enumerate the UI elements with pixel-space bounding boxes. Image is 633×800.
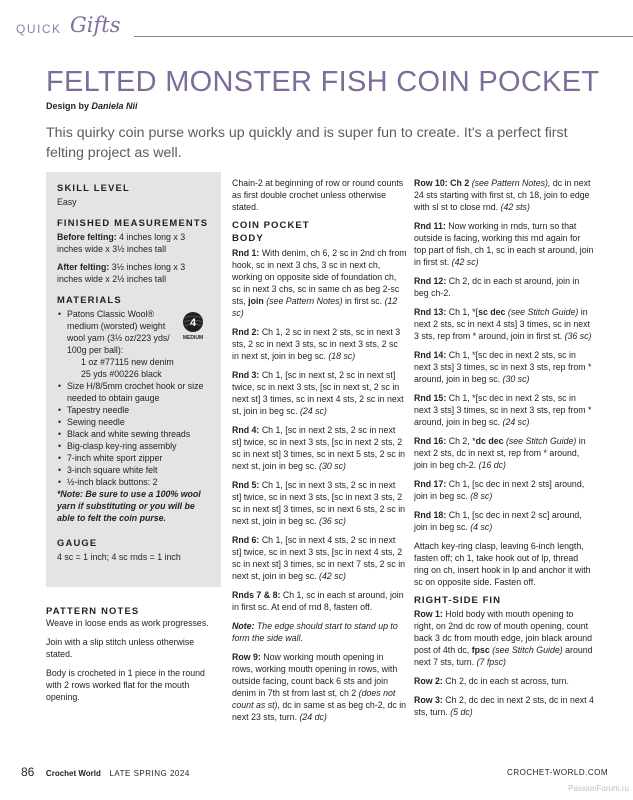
yarn-weight-icon [180,311,206,341]
byline-prefix: Design by [46,101,92,111]
finished-heading: FINISHED MEASUREMENTS [57,217,209,228]
material-item: • ½-inch black buttons: 2 [57,476,211,488]
round-11: Rnd 11: Now working in rnds, turn so that outside is facing, working this rnd again for top part of fish, ch 1, sc in each st around, join in first st. (42 sc) [414,221,594,267]
pattern-note: Weave in loose ends as work progresses. [46,618,209,628]
sidebar-box [46,172,221,587]
section-label: QUICK [16,22,62,36]
rounds-7-8: Rnds 7 & 8: Ch 1, sc in each st around, join in first sc. At end of rnd 8, fasten off. [232,590,404,612]
materials-heading: MATERIALS [57,294,122,305]
pattern-notes-heading: PATTERN NOTES [46,605,140,616]
material-item: • Patons Classic Wool® medium (worsted) weight wool yarn (3½ oz/223 yds/ 100g per ball): 1 oz #77115 new denim 25 yds #00226 black [57,308,211,380]
after-felting: After felting: 3½ inches long x 3 inches wide x 2½ inches tall [57,262,186,284]
yarn-color: 1 oz #77115 new denim [81,357,174,367]
round-18: Rnd 18: Ch 1, [sc dec in next 2 sc] around, join in beg sc. (4 sc) [414,510,582,532]
round-16: Rnd 16: Ch 2, *dc dec (see Stitch Guide) in next 2 sts, dc in next st, rep from * around, join in beg ch-2. (16 dc) [414,436,586,470]
fin-row-2: Row 2: Ch 2, dc in each st across, turn. [414,676,569,686]
yarn-weight-label: MEDIUM [182,335,204,341]
pattern-note: Join with a slip stitch unless otherwise stated. [46,637,195,659]
round-12: Rnd 12: Ch 2, dc in each st around, join in beg ch-2. [414,276,580,298]
round-6: Rnd 6: Ch 1, [sc in next 4 sts, 2 sc in next st] twice, sc in next 3 sts, [sc in next 4 sts, 2 sc in next st] 3 times, sc in next 7 sts, 2 sc in next st, join in beg sc. (42 sc) [232,535,406,581]
material-item: • Big-clasp key-ring assembly [57,440,211,452]
pattern-notes [46,617,221,710]
round-3: Rnd 3: Ch 1, [sc in next st, 2 sc in next st] twice, sc in next 3 sts, [sc in next st, 2 sc in next st] 3 times, sc in next 4 sts, 2 sc in next st, join in beg sc. (24 sc) [232,370,404,416]
section-script-label: Gifts [70,13,121,37]
instructions-column-2 [232,177,407,730]
round-5: Rnd 5: Ch 1, [sc in next 3 sts, 2 sc in next st] twice, sc in next 3 sts, [sc in next 3 sts, 2 sc in next st] 3 times, sc in next 6 sts, 2 sc in next st, join in beg sc. (36 sc) [232,480,406,526]
attach-instructions: Attach key-ring clasp, leaving 6-inch length, fasten off; ch 1, take hook out of lp, thread ring on ch, insert hook in lp and anchor it with sc on opposite side. Fasten off. [414,541,591,587]
pattern-note: Body is crocheted in 1 piece in the round with 2 rows worked flat for the mouth opening. [46,668,205,702]
right-side-fin-heading: RIGHT-SIDE FIN [414,595,502,606]
round-4: Rnd 4: Ch 1, [sc in next 2 sts, 2 sc in next st] twice, sc in next 3 sts, [sc in next 2 sts, 2 sc in next st] 3 times, sc in next 5 sts, 2 sc in next st, join in beg sc. (30 sc) [232,425,406,471]
material-item: • Black and white sewing threads [57,428,211,440]
skill-heading: SKILL LEVEL [57,182,130,193]
yarn-color: 25 yds #00226 black [81,369,162,379]
header-rule [134,36,633,37]
intro-text: This quirky coin purse works up quickly and is super fun to create. It's a perfect first felting project as well. [46,125,568,161]
fin-row-1: Row 1: Hold body with mouth opening to right, on 2nd dc row of mouth opening, count back 3 dc from mouth edge, join black around post of 4th dc, fpsc (see Stitch Guide) around next 7 sts, turn. (7 fpsc) [414,609,593,667]
coin-pocket-heading: COIN POCKET [232,220,310,231]
material-item: • 7-inch white sport zipper [57,452,211,464]
gauge-text: 4 sc = 1 inch; 4 sc rnds = 1 inch [57,552,181,562]
round-17: Rnd 17: Ch 1, [sc dec in next 2 sts] around, join in beg sc. (8 sc) [414,479,585,501]
byline [46,101,138,111]
magazine-name: Crochet World [45,769,101,778]
body-heading: BODY [232,233,264,244]
material-item: • Tapestry needle [57,404,211,416]
round-2: Rnd 2: Ch 1, 2 sc in next 2 sts, sc in next 3 sts, 2 sc in next 3 sts, sc in next 3 sts, 2 sc in next st, join in beg sc. (18 sc) [232,327,401,361]
yarn-weight-number: 4 [189,317,197,329]
designer-name: Daniela Nii [91,101,138,111]
round-1: Rnd 1: With denim, ch 6, 2 sc in 2nd ch from hook, sc in next 3 chs, 3 sc in next ch, working on opposite side of foundation ch, sc in next 3 chs, sc in same ch as beg 2-sc sts, join (see Pattern Notes) in first sc. (12 sc) [232,248,407,318]
round-15: Rnd 15: Ch 1, *[sc dec in next 2 sts, sc in next 3 sts] 3 times, sc in next 3 sts, rep from * around, join in beg sc. (24 sc) [414,393,592,427]
gauge-heading: GAUGE [57,537,98,548]
skill-level: Easy [57,197,77,207]
footer-left [21,765,190,779]
page-number: 86 [21,765,35,779]
row-9: Row 9: Now working mouth opening in rows, working mouth opening in rows, with outside facing, count back 6 sts and join denim in 7th st from last st, ch 2 (does not count as st), dc in same st as beg ch-2, dc in next 23 sts, turn. (24 dc) [232,652,407,722]
chain-note: Chain-2 at beginning of row or round counts as first double crochet unless otherwise stated. [232,178,404,212]
page-title: FELTED MONSTER FISH COIN POCKET [46,66,600,98]
round-14: Rnd 14: Ch 1, *[sc dec in next 2 sts, sc in next 3 sts] 3 times, sc in next 3 sts, rep from * around, join in beg sc. (30 sc) [414,350,592,384]
edge-note: Note: The edge should start to stand up to form the side wall. [232,621,398,643]
before-felting: Before felting: 4 inches long x 3 inches wide x 3½ inches tall [57,232,186,254]
material-item: • Sewing needle [57,416,211,428]
website-label: CROCHET-WORLD.COM [507,768,608,777]
instructions-column-3 [414,177,594,725]
issue-label: LATE SPRING 2024 [109,769,190,778]
materials-note: *Note: Be sure to use a 100% wool yarn if substituting or you will be able to felt the coin purse. [57,489,201,523]
watermark: PassionForum.ru [568,784,629,793]
fin-row-3: Row 3: Ch 2, dc dec in next 2 sts, dc in next 4 sts, turn. (5 dc) [414,695,594,717]
row-10: Row 10: Ch 2 (see Pattern Notes), dc in next 24 sts starting with first st, ch 18, join to edge with sl st to close rnd. (42 sts) [414,178,591,212]
material-item: • 3-inch square white felt [57,464,211,476]
material-item: • Size H/8/5mm crochet hook or size needed to obtain gauge [57,380,211,404]
round-13: Rnd 13: Ch 1, *[sc dec (see Stitch Guide) in next 2 sts, sc in next 4 sts] 3 times, sc in next 3 sts, rep from * around, join in first st. (36 sc) [414,307,592,341]
